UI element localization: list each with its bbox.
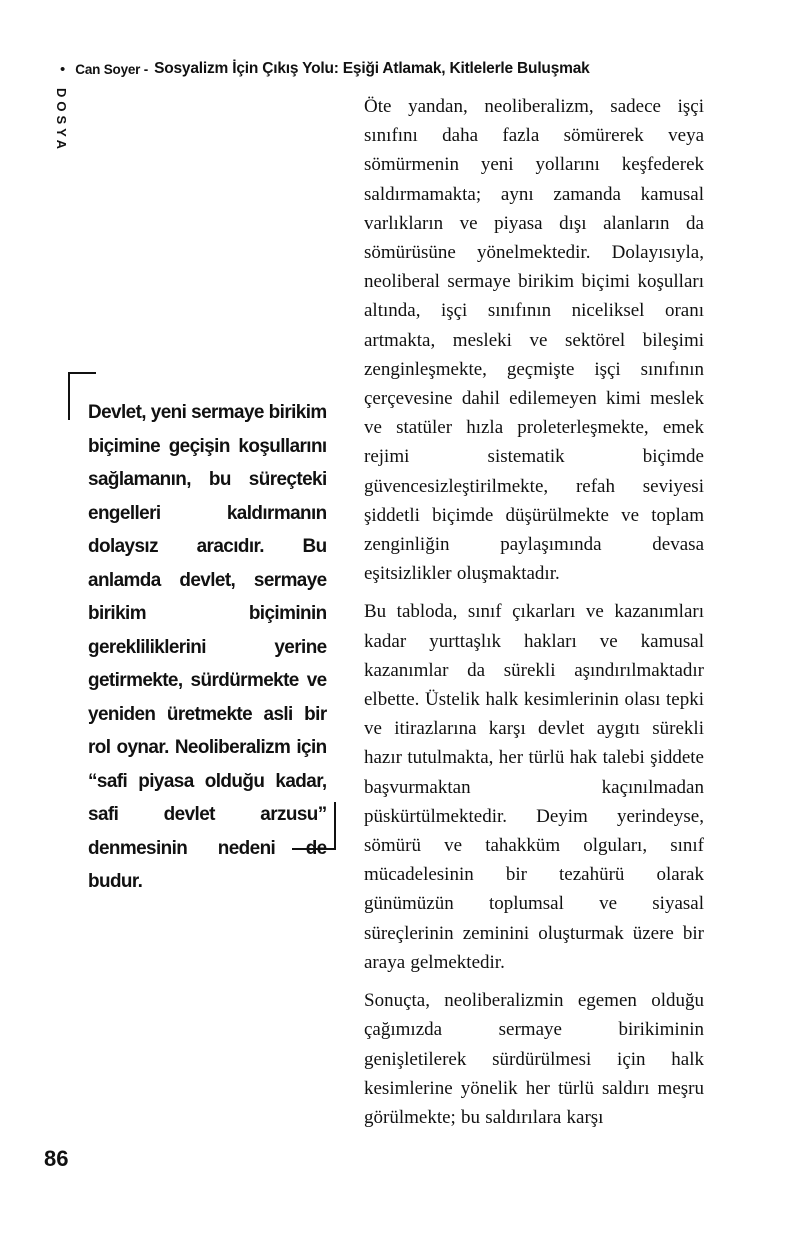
quote-bracket-bottom-icon bbox=[292, 802, 336, 850]
header-author: Can Soyer - bbox=[75, 61, 149, 77]
body-paragraph: Öte yandan, neoliberalizm, sadece işçi sınıfını daha fazla sömürerek veya sömürmenin yeni yollarını keşfederek saldırmamakta; aynı zamanda kamusal varlıkların ve piyasa dışı alanların da sömürüsüne yönelmektedir. Dolayısıyla, neoliberal sermaye birikim biçimi koşulları altında, işçi sınıfının niceliksel oranı artmakta, mesleki ve sektörel bileşimi zenginleşmekte, geçmişte işçi sınıfının çerçevesine dahil edilemeyen kimi meslek ve statüler hızla proleterleşmekte, emek rejimi sistematik biçimde güvencesizleştirilmekte, refah seviyesi şiddetli biçimde düşürülmekte ve toplam zenginliğin paylaşımında devasa eşitsizlikler oluşmaktadır. bbox=[364, 96, 704, 585]
body-paragraph: Bu tabloda, sınıf çıkarları ve kazanımları kadar yurttaşlık hakları ve kamusal kazanımlar da sürekli aşındırılmaktadır elbette. Üstelik halk kesimlerinin olası tepki ve itirazlarına karşı devlet aygıtı sürekli hazır tutulmakta, her türlü hak talebi şiddete başvurmaktan kaçınılmadan püskürtülmektedir. Deyim yerindeyse, sömürü ve tahakküm olguları, sınıf mücadelesinin bir tezahürü olarak günümüzün toplumsal ve siyasal süreçlerinin zeminini oluşturmak üzere bir araya gelmektedir. bbox=[364, 601, 704, 973]
page-number: 86 bbox=[44, 1146, 69, 1171]
body-paragraph: Sonuçta, neoliberalizmin egemen olduğu çağımızda sermaye birikiminin genişletilerek sürdürülmesi için halk kesimlerine yönelik her türlü saldırı meşru görülmekte; bu saldırılara karşı bbox=[364, 990, 704, 1128]
section-side-label: DOSYA bbox=[54, 88, 69, 154]
header-article-title: Sosyalizm İçin Çıkış Yolu: Eşiği Atlamak, Kitlelerle Buluşmak bbox=[154, 60, 590, 77]
pull-quote: Devlet, yeni sermaye birikim biçimine geçişin koşullarını sağlamanın, bu süreçteki engelleri kaldırmanın dolaysız aracıdır. Bu anlamda devlet, sermaye birikim biçiminin gerekliliklerini yerine getirmekte, sürdürmekte ve yeniden üretmekte asli bir rol oynar. Neoliberalizm için “safi piyasa olduğu kadar, safi devlet arzusu” denmesinin nedeni de budur. bbox=[88, 401, 327, 892]
body-text-column bbox=[364, 92, 704, 1141]
running-header bbox=[60, 60, 590, 78]
bullet-icon: • bbox=[60, 60, 66, 78]
